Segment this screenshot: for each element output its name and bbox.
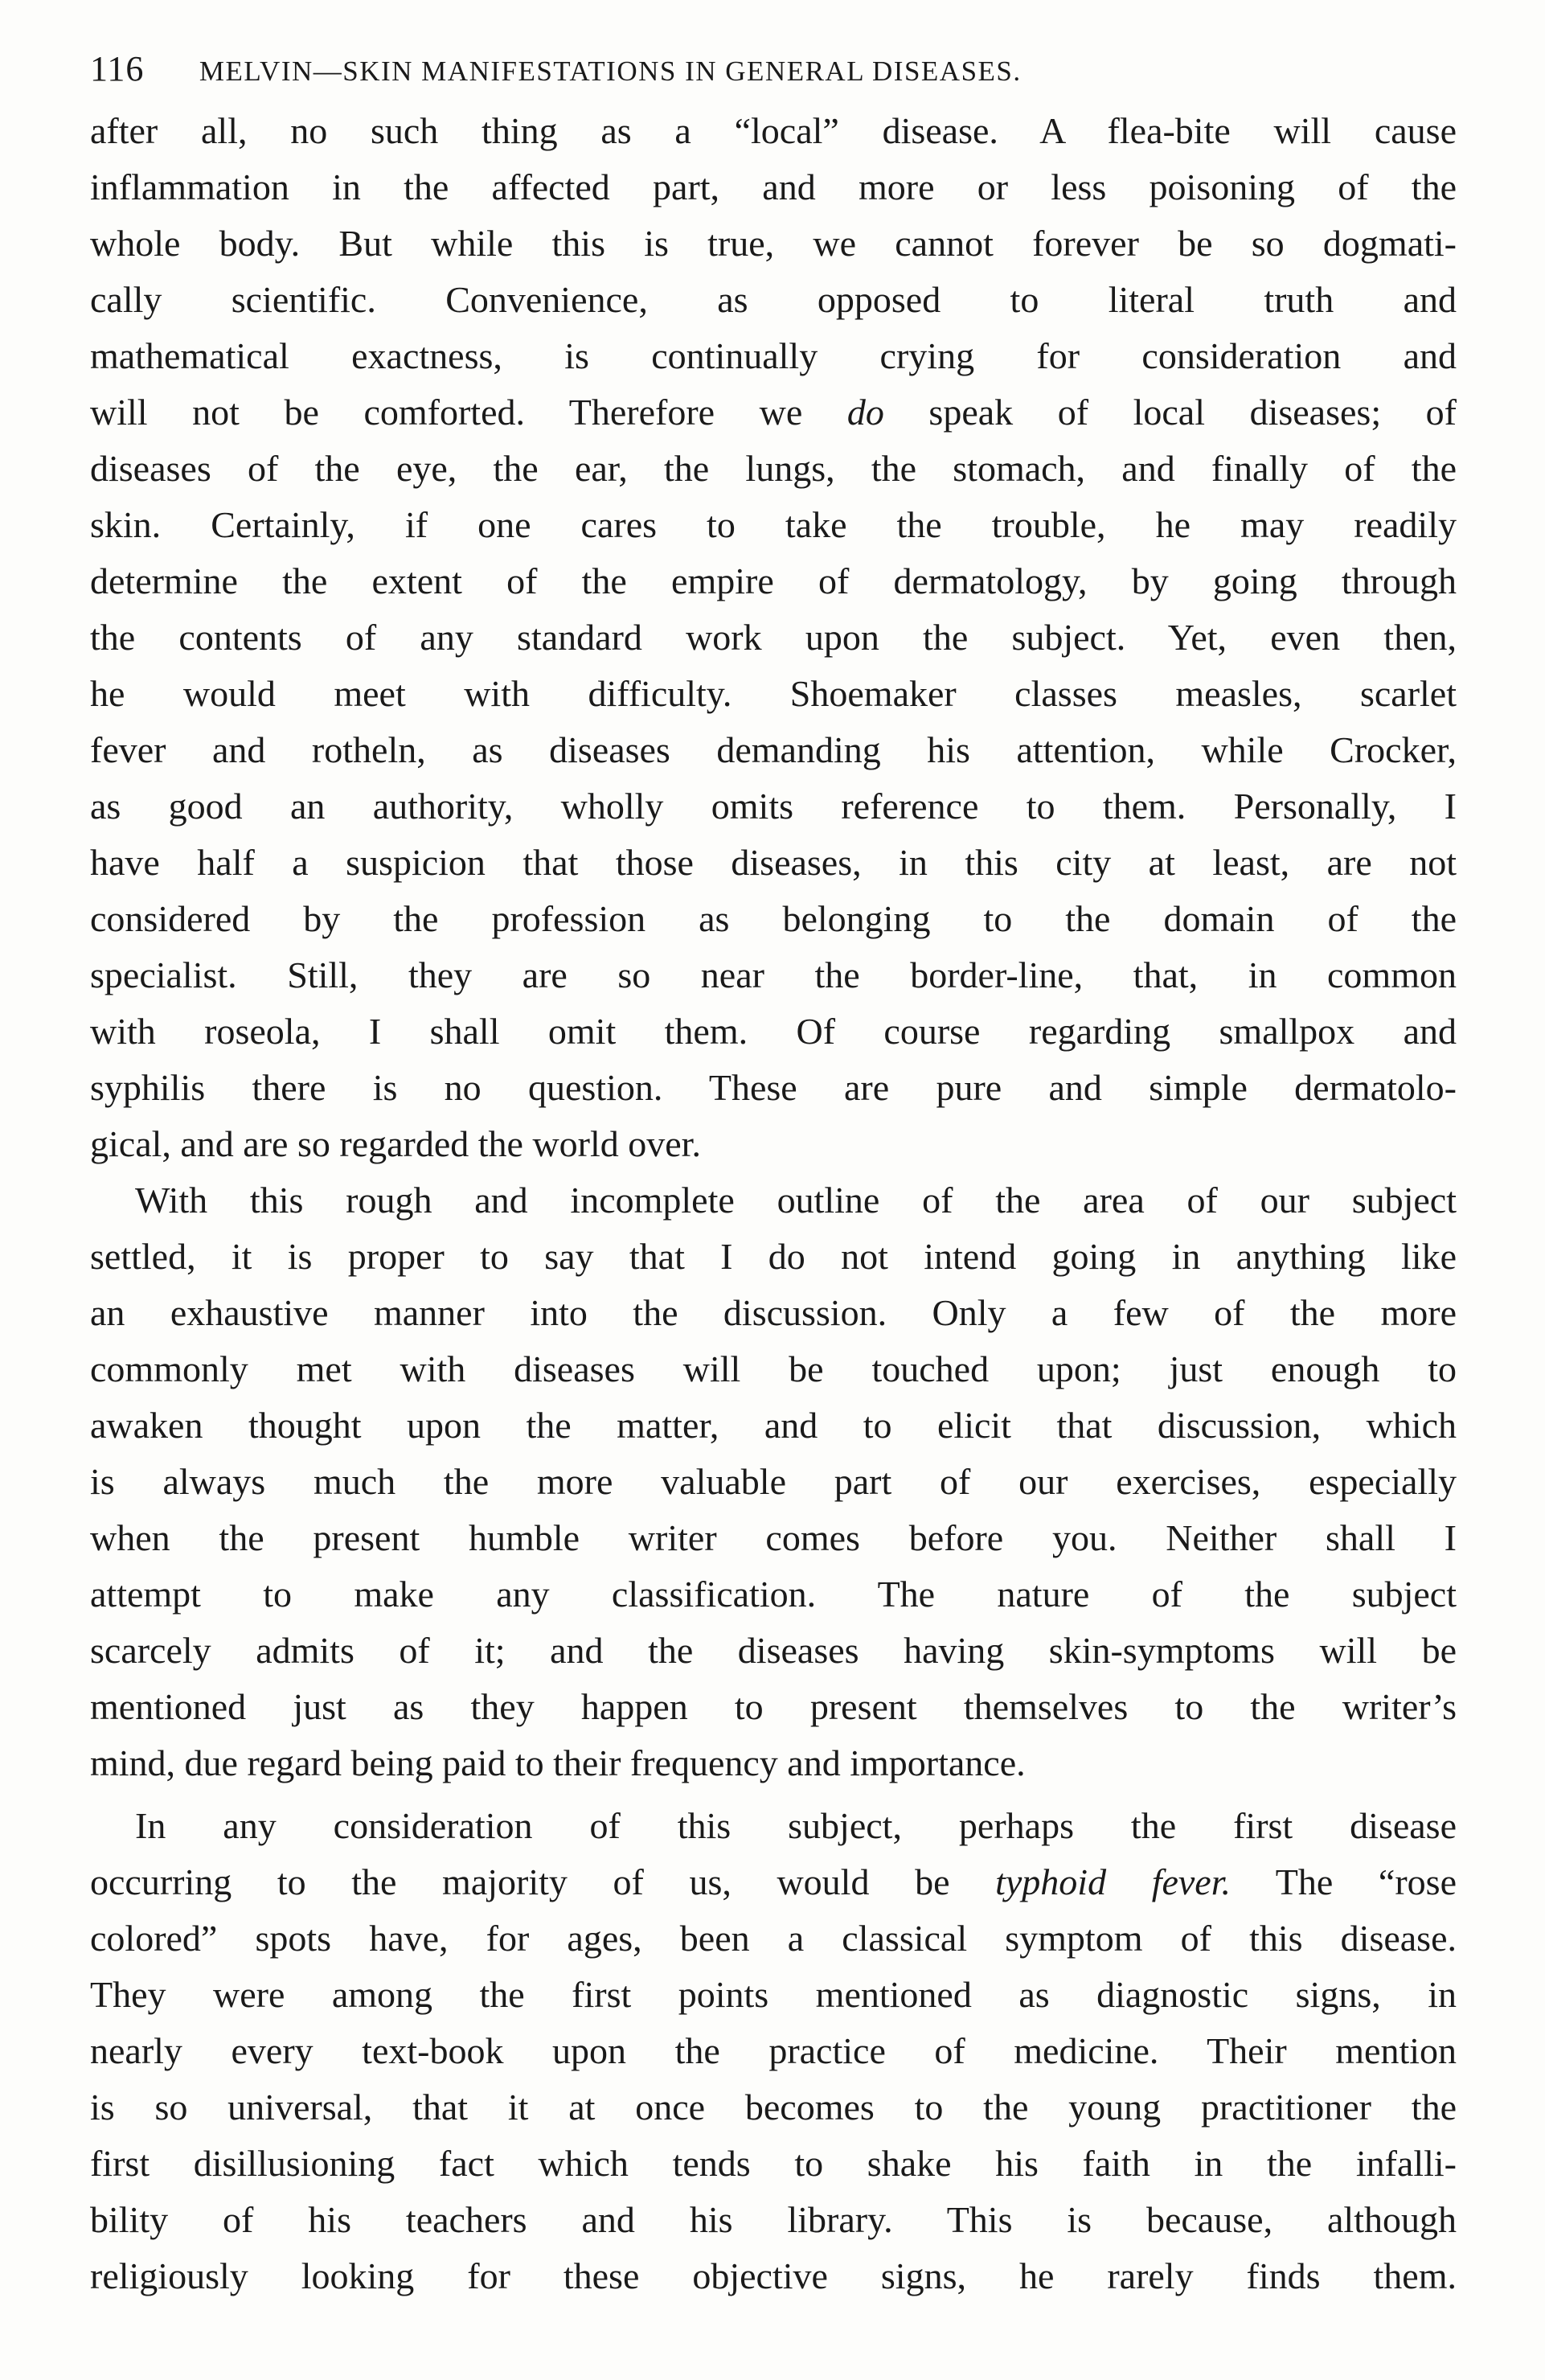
text-segment: The “rose: [1231, 1861, 1457, 1902]
text-line: [90, 384, 1457, 441]
text-line: skin. Certainly, if one cares to take the trouble, he may readily: [90, 504, 1457, 545]
text-line: is always much the more valuable part of our exercises, especially: [90, 1461, 1457, 1502]
text-line: he would meet with difficulty. Shoemaker classes measles, scarlet: [90, 673, 1457, 714]
text-line: specialist. Still, they are so near the border-line, that, in common: [90, 954, 1457, 995]
text-segment: will not be comforted. Therefore we: [90, 392, 803, 433]
text-line: settled, it is proper to say that I do not intend going in anything like: [90, 1236, 1457, 1277]
text-line: fever and rotheln, as diseases demanding his attention, while Crocker,: [90, 729, 1457, 770]
paragraph-1: [90, 103, 1457, 1172]
text-line: commonly met with diseases will be touched upon; just enough to: [90, 1348, 1457, 1389]
body-text: [90, 103, 1457, 2304]
text-line: gical, and are so regarded the world over.: [90, 1123, 701, 1164]
text-line: bility of his teachers and his library. This is because, although: [90, 2199, 1457, 2240]
running-head: [90, 48, 1457, 105]
text-line: determine the extent of the empire of dermatology, by going through: [90, 560, 1457, 601]
text-line: nearly every text-book upon the practice of medicine. Their mention: [90, 2030, 1457, 2071]
text-line: mind, due regard being paid to their frequency and importance.: [90, 1742, 1026, 1783]
running-head-title: MELVIN—SKIN MANIFESTATIONS IN GENERAL DISEASES.: [199, 55, 1022, 87]
text-line: colored” spots have, for ages, been a classical symptom of this disease.: [90, 1918, 1457, 1959]
text-line: inflammation in the affected part, and more or less poisoning of the: [90, 166, 1457, 207]
text-segment: occurring to the majority of us, would be: [90, 1861, 950, 1902]
text-line: the contents of any standard work upon the subject. Yet, even then,: [90, 617, 1457, 658]
text-line: attempt to make any classification. The nature of the subject: [90, 1574, 1457, 1615]
text-line: [90, 1854, 1457, 1910]
text-line: whole body. But while this is true, we cannot forever be so dogmati-: [90, 223, 1457, 264]
text-line: have half a suspicion that those diseases, in this city at least, are not: [90, 842, 1457, 883]
paragraph-gap: [90, 1791, 1457, 1798]
text-line: syphilis there is no question. These are pure and simple dermatolo-: [90, 1067, 1457, 1108]
text-line: religiously looking for these objective signs, he rarely finds them.: [90, 2255, 1457, 2296]
text-line: as good an authority, wholly omits reference to them. Personally, I: [90, 786, 1457, 827]
text-segment: speak of local diseases; of: [883, 392, 1457, 433]
text-line: mathematical exactness, is continually crying for consideration and: [90, 335, 1457, 376]
text-line: awaken thought upon the matter, and to elicit that discussion, which: [90, 1405, 1457, 1446]
text-line: first disillusioning fact which tends to shake his faith in the infalli-: [90, 2143, 1457, 2184]
text-line: diseases of the eye, the ear, the lungs, the stomach, and finally of the: [90, 448, 1457, 489]
text-line: considered by the profession as belonging to the domain of the: [90, 898, 1457, 939]
text-line: an exhaustive manner into the discussion. Only a few of the more: [90, 1292, 1457, 1333]
text-line: cally scientific. Convenience, as opposed to literal truth and: [90, 279, 1457, 320]
page-number: 116: [90, 49, 145, 88]
text-line: They were among the first points mentioned as diagnostic signs, in: [90, 1974, 1457, 2015]
text-line: With this rough and incomplete outline of the area of our subject: [135, 1180, 1457, 1221]
text-line: In any consideration of this subject, perhaps the first disease: [135, 1805, 1457, 1846]
text-line: after all, no such thing as a “local” disease. A flea-bite will cause: [90, 110, 1457, 151]
text-line: scarcely admits of it; and the diseases having skin-symptoms will be: [90, 1630, 1457, 1671]
paragraph-3: [90, 1798, 1457, 2304]
text-line: mentioned just as they happen to present themselves to the writer’s: [90, 1686, 1457, 1727]
text-line: is so universal, that it at once becomes to the young practitioner the: [90, 2087, 1457, 2128]
italic-emphasis: typhoid fever.: [995, 1861, 1231, 1902]
italic-emphasis: do: [846, 392, 884, 433]
text-line: when the present humble writer comes before you. Neither shall I: [90, 1517, 1457, 1558]
text-line: with roseola, I shall omit them. Of course regarding smallpox and: [90, 1011, 1457, 1052]
paragraph-2: [90, 1172, 1457, 1791]
